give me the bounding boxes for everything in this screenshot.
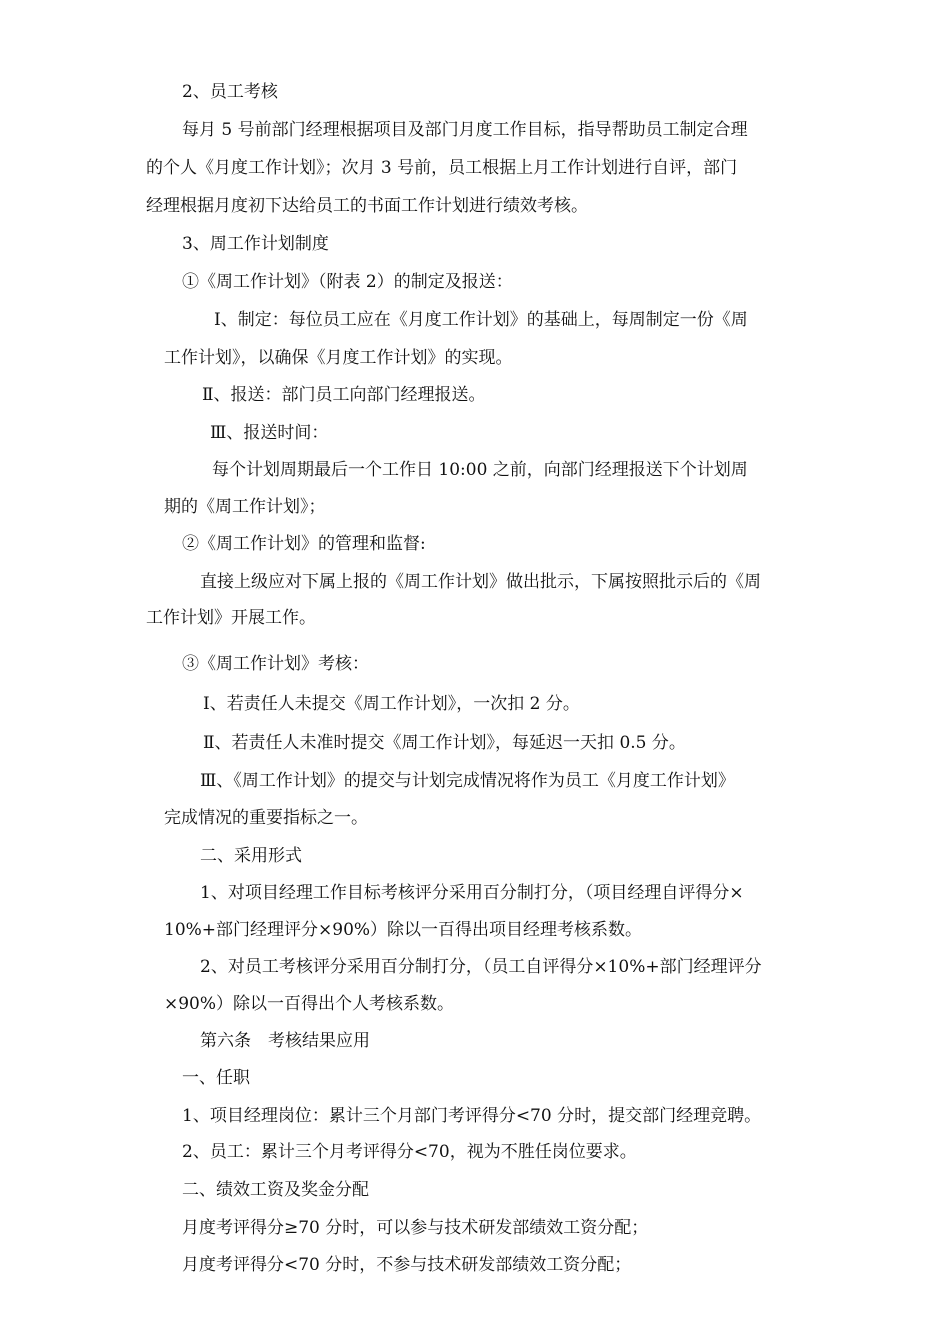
sub-heading: ③《周工作计划》考核： (182, 654, 369, 674)
paragraph-line: 月度考评得分<70 分时，不参与技术研发部绩效工资分配； (182, 1255, 632, 1275)
paragraph-line: 2、员工：累计三个月考评得分<70，视为不胜任岗位要求。 (182, 1142, 637, 1162)
section-heading-weekly-plan: 3、周工作计划制度 (182, 234, 329, 254)
paragraph-line: 每月 5 号前部门经理根据项目及部门月度工作目标，指导帮助员工制定合理 (182, 120, 748, 140)
paragraph-line: 工作计划》开展工作。 (146, 608, 316, 628)
section-heading-appointment: 一、任职 (182, 1068, 250, 1088)
paragraph-line: Ⅲ、《周工作计划》的提交与计划完成情况将作为员工《月度工作计划》 (200, 771, 735, 791)
paragraph-line: 的个人《月度工作计划》；次月 3 号前，员工根据上月工作计划进行自评，部门 (146, 158, 738, 178)
paragraph-line: 期的《周工作计划》； (164, 497, 326, 517)
paragraph-line: Ⅱ、若责任人未准时提交《周工作计划》，每延迟一天扣 0.5 分。 (203, 733, 686, 753)
paragraph-line: 直接上级应对下属上报的《周工作计划》做出批示，下属按照批示后的《周 (200, 572, 761, 592)
sub-heading: ①《周工作计划》（附表 2）的制定及报送： (182, 272, 513, 292)
paragraph-line: 每个计划周期最后一个工作日 10:00 之前，向部门经理报送下个计划周 (212, 460, 748, 480)
paragraph-line: Ⅲ、报送时间： (210, 423, 329, 443)
sub-heading: ②《周工作计划》的管理和监督: (182, 534, 426, 554)
paragraph-line: Ⅰ、若责任人未提交《周工作计划》，一次扣 2 分。 (203, 694, 580, 714)
paragraph-line: 完成情况的重要指标之一。 (164, 808, 368, 828)
article-heading: 第六条 考核结果应用 (200, 1031, 370, 1051)
section-heading-form: 二、采用形式 (200, 846, 302, 866)
paragraph-line: Ⅰ、制定：每位员工应在《月度工作计划》的基础上，每周制定一份《周 (214, 310, 748, 330)
paragraph-line: 2、对员工考核评分采用百分制打分，（员工自评得分×10%+部门经理评分 (200, 957, 762, 977)
paragraph-line: Ⅱ、报送：部门员工向部门经理报送。 (202, 385, 486, 405)
paragraph-line: 工作计划》，以确保《月度工作计划》的实现。 (164, 348, 513, 368)
paragraph-line: 10%+部门经理评分×90%）除以一百得出项目经理考核系数。 (164, 920, 643, 940)
paragraph-line: 1、项目经理岗位：累计三个月部门考评得分<70 分时，提交部门经理竞聘。 (182, 1106, 762, 1126)
paragraph-line: 1、对项目经理工作目标考核评分采用百分制打分，（项目经理自评得分× (200, 883, 744, 903)
section-heading-employee-assessment: 2、员工考核 (182, 82, 278, 102)
paragraph-line: 月度考评得分≥70 分时，可以参与技术研发部绩效工资分配； (182, 1218, 649, 1238)
paragraph-line: 经理根据月度初下达给员工的书面工作计划进行绩效考核。 (146, 196, 588, 216)
section-heading-bonus: 二、绩效工资及奖金分配 (182, 1180, 369, 1200)
paragraph-line: ×90%）除以一百得出个人考核系数。 (164, 994, 455, 1014)
